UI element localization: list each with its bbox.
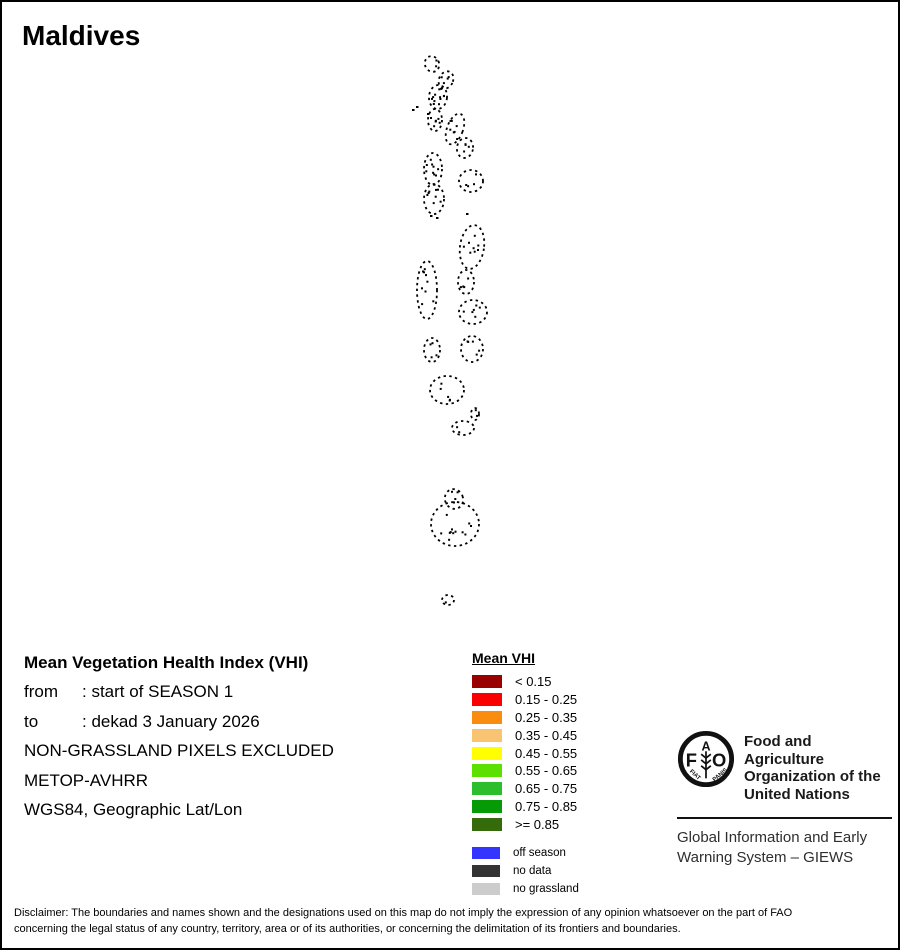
island-speckle — [466, 213, 469, 215]
island-speckle — [446, 514, 448, 516]
island-speckle — [452, 532, 454, 534]
disclaimer — [14, 906, 892, 937]
island-speckle — [443, 82, 445, 84]
info-title: Mean Vegetation Health Index (VHI) — [24, 652, 309, 672]
island-speckle — [426, 164, 428, 166]
fao-org-name — [744, 730, 892, 803]
island-speckle — [440, 383, 442, 385]
legend-swatch — [472, 847, 500, 859]
legend-label: 0.45 - 0.55 — [515, 745, 578, 761]
island-speckle — [465, 144, 467, 146]
island-speckle — [454, 498, 456, 500]
atoll-outline — [457, 224, 487, 271]
island-speckle — [476, 354, 478, 356]
island-speckle — [469, 252, 471, 254]
island-speckle — [439, 122, 441, 124]
info-row-from — [24, 678, 334, 708]
island-speckle — [475, 409, 477, 411]
island-speckle — [435, 120, 437, 122]
island-speckle — [451, 491, 453, 493]
island-speckle — [448, 539, 450, 541]
island-speckle — [433, 202, 435, 204]
legend-title: Mean VHI — [472, 650, 536, 666]
legend-swatch — [472, 800, 502, 813]
legend-row — [472, 709, 579, 727]
legend-classes — [472, 673, 579, 833]
island-speckle — [463, 311, 465, 313]
atoll-outline — [442, 111, 468, 147]
island-speckle — [455, 531, 457, 533]
island-speckle — [478, 350, 480, 352]
island-speckle — [430, 117, 432, 119]
fao-header — [677, 730, 892, 803]
island-speckle — [433, 125, 435, 127]
island-speckle — [440, 88, 442, 90]
island-speckle — [471, 311, 473, 313]
island-speckle — [430, 215, 433, 217]
atoll-outline — [442, 595, 454, 605]
legend-label: 0.55 - 0.65 — [515, 763, 578, 779]
legend-label: 0.25 - 0.35 — [515, 709, 578, 725]
fao-logo-letter-o: O — [712, 749, 727, 771]
island-speckle — [430, 343, 432, 345]
atoll-outline — [459, 170, 483, 192]
island-speckle — [457, 491, 459, 493]
fao-logo-letter-a: A — [701, 739, 711, 754]
island-speckle — [433, 100, 435, 102]
atoll-outline — [424, 153, 442, 185]
island-speckle — [439, 98, 441, 100]
legend-label: 0.75 - 0.85 — [515, 798, 578, 814]
legend-label: no grassland — [513, 883, 579, 896]
island-speckle — [470, 525, 472, 527]
island-speckle — [450, 531, 452, 533]
atoll-outline — [436, 69, 456, 91]
fao-block — [677, 730, 892, 868]
island-speckle — [465, 184, 467, 186]
island-speckle — [450, 120, 452, 122]
island-speckle — [458, 431, 460, 433]
giews-caption — [677, 828, 892, 868]
island-speckle — [445, 601, 447, 603]
island-speckle — [438, 88, 440, 90]
island-speckle — [475, 305, 477, 307]
island-speckle — [468, 242, 470, 244]
atoll-outline — [428, 84, 448, 109]
legend-row — [472, 726, 579, 744]
fao-org-line2: Organization of the — [744, 768, 881, 785]
disclaimer-line1: Disclaimer: The boundaries and names shown and the designations used on this map do not imply the expression of any opinion whatsoever on the part of FAO — [14, 907, 793, 919]
legend-row — [472, 691, 579, 709]
island-speckle — [425, 274, 427, 276]
legend-label: < 0.15 — [515, 674, 552, 690]
fao-logo-motto-fiat: FIAT — [688, 768, 702, 782]
island-speckle — [468, 523, 470, 525]
island-speckle — [440, 388, 442, 390]
island-speckle — [435, 196, 437, 198]
fao-logo-letter-f: F — [685, 749, 697, 771]
island-speckle — [462, 531, 464, 533]
island-speckle — [477, 245, 479, 247]
island-speckle — [424, 268, 426, 270]
island-speckle — [433, 103, 435, 105]
island-speckle — [436, 354, 438, 356]
island-speckle — [433, 166, 435, 168]
legend-swatch — [472, 782, 502, 795]
legend-row — [472, 880, 579, 898]
info-line-pixels: NON-GRASSLAND PIXELS EXCLUDED — [24, 741, 334, 761]
island-speckle — [437, 118, 439, 120]
info-to-value: : dekad 3 January 2026 — [82, 711, 260, 731]
island-speckle — [433, 174, 435, 176]
atoll-outline — [424, 338, 440, 362]
legend-row — [472, 780, 579, 798]
island-speckle — [427, 113, 430, 115]
island-speckle — [421, 303, 423, 305]
island-speckle — [437, 189, 439, 191]
island-speckle — [440, 201, 442, 203]
vhi-legend — [472, 650, 579, 898]
atoll-outline — [458, 270, 474, 294]
legend-label: off season — [513, 847, 566, 860]
island-speckle — [456, 426, 458, 428]
island-speckle — [479, 307, 481, 309]
atoll-outline — [417, 261, 437, 319]
atoll-outline — [431, 502, 479, 546]
island-speckle — [441, 76, 443, 78]
island-speckle — [472, 341, 474, 343]
island-speckle — [431, 356, 433, 358]
legend-swatch — [472, 693, 502, 706]
legend-swatch — [472, 711, 502, 724]
island-speckle — [428, 191, 430, 193]
island-speckle — [437, 168, 439, 170]
island-speckle — [425, 170, 427, 172]
legend-row — [472, 844, 579, 862]
island-speckle — [474, 251, 476, 253]
island-speckle — [451, 528, 453, 530]
island-speckle — [460, 286, 462, 288]
info-to-key: to — [24, 711, 39, 731]
info-from-key: from — [24, 682, 58, 702]
atoll-outline — [424, 184, 444, 214]
legend-swatch — [472, 883, 500, 895]
island-speckle — [475, 173, 477, 175]
island-speckle — [416, 106, 419, 108]
island-speckle — [435, 175, 437, 177]
island-speckle — [453, 131, 455, 133]
info-row-to — [24, 707, 334, 737]
island-speckle — [426, 194, 428, 196]
island-speckle — [449, 129, 451, 131]
island-speckle — [474, 235, 476, 237]
legend-row — [472, 762, 579, 780]
island-speckle — [435, 65, 437, 67]
atoll-outline — [452, 421, 474, 435]
info-from-value: : start of SEASON 1 — [82, 682, 234, 702]
island-speckle — [431, 164, 433, 166]
island-speckle — [463, 246, 465, 248]
fao-org-line3: United Nations — [744, 785, 850, 803]
island-speckle — [432, 342, 434, 344]
island-speckle — [421, 287, 423, 289]
island-speckle — [467, 278, 469, 280]
island-speckle — [474, 316, 476, 318]
legend-row — [472, 798, 579, 816]
island-speckle — [438, 103, 440, 105]
island-speckle — [476, 415, 478, 417]
atoll-outline — [442, 487, 466, 512]
island-speckle — [456, 138, 458, 140]
atoll-outline — [461, 336, 483, 362]
island-speckle — [431, 98, 433, 100]
legend-swatch — [472, 865, 500, 877]
island-speckle — [439, 96, 441, 98]
island-speckle — [440, 532, 442, 534]
legend-swatch — [472, 675, 502, 688]
island-speckle — [432, 300, 434, 302]
island-speckle — [473, 309, 475, 311]
island-speckle — [432, 96, 434, 98]
island-speckle — [449, 400, 451, 402]
island-speckle — [426, 281, 428, 283]
island-speckle — [435, 189, 437, 191]
atoll-outline — [422, 54, 441, 74]
island-speckle — [430, 159, 432, 161]
map-info-block — [24, 648, 334, 825]
legend-extra — [472, 844, 579, 898]
legend-label: 0.15 - 0.25 — [515, 692, 578, 708]
legend-swatch — [472, 729, 502, 742]
island-speckle — [447, 396, 449, 398]
island-speckle — [467, 341, 469, 343]
island-speckle — [456, 125, 458, 127]
fao-divider — [677, 817, 892, 819]
legend-label: >= 0.85 — [515, 816, 560, 832]
island-speckle — [477, 249, 479, 251]
giews-line1: Global Information and Early — [677, 829, 868, 846]
island-speckle — [435, 60, 437, 62]
island-speckle — [412, 109, 415, 111]
legend-label: 0.65 - 0.75 — [515, 781, 578, 797]
legend-swatch — [472, 747, 502, 760]
island-speckle — [464, 534, 466, 536]
island-speckle — [468, 146, 470, 148]
giews-line2: Warning System – GIEWS — [677, 849, 854, 866]
island-speckle — [463, 286, 465, 288]
island-speckle — [436, 217, 439, 219]
legend-swatch — [472, 764, 502, 777]
fao-logo-motto-panis: PANIS — [711, 767, 729, 784]
fao-logo-icon — [677, 730, 735, 788]
island-speckle — [423, 271, 425, 273]
atoll-outline — [430, 376, 464, 404]
info-line-projection: WGS84, Geographic Lat/Lon — [24, 800, 243, 820]
disclaimer-line2: concerning the legal status of any country, territory, area or of its authorities, or concerning the delimitation of its frontiers and boundaries. — [14, 922, 681, 935]
page-title: Maldives — [22, 20, 141, 51]
island-speckle — [473, 247, 475, 249]
island-speckle — [467, 185, 469, 187]
legend-row — [472, 815, 579, 833]
island-speckle — [463, 151, 465, 153]
legend-row — [472, 673, 579, 691]
legend-row — [472, 862, 579, 880]
legend-label: 0.35 - 0.45 — [515, 727, 578, 743]
info-line-sensor: METOP-AVHRR — [24, 770, 149, 790]
atoll-outline — [455, 137, 474, 159]
island-speckle — [443, 95, 445, 97]
island-speckle — [473, 183, 475, 185]
legend-label: no data — [513, 865, 552, 878]
fao-org-line1: Food and Agriculture — [744, 733, 825, 768]
island-speckle — [434, 94, 436, 96]
island-speckle — [447, 78, 449, 80]
island-speckle — [425, 291, 427, 293]
legend-swatch — [472, 818, 502, 831]
legend-row — [472, 744, 579, 762]
